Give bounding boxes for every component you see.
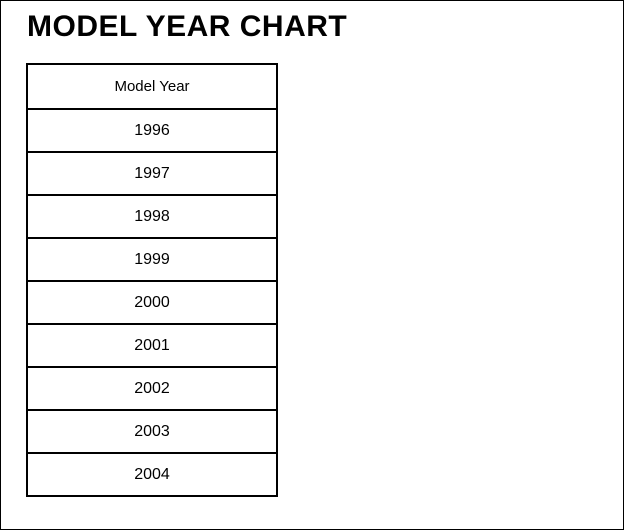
table-row <box>27 367 277 410</box>
table-row <box>27 410 277 453</box>
model-year-table <box>26 63 278 497</box>
page-title: MODEL YEAR CHART <box>27 10 348 43</box>
table-cell-model-year: 2004 <box>27 453 277 496</box>
table-cell-model-year: 2002 <box>27 367 277 410</box>
table-cell-model-year: 2001 <box>27 324 277 367</box>
table-cell-model-year: 2003 <box>27 410 277 453</box>
table-row <box>27 238 277 281</box>
table-row <box>27 281 277 324</box>
table-body <box>27 64 277 496</box>
table-row <box>27 195 277 238</box>
table-row <box>27 453 277 496</box>
table-row <box>27 324 277 367</box>
table-cell-model-year: 1999 <box>27 238 277 281</box>
table-cell-model-year: 2000 <box>27 281 277 324</box>
table-row <box>27 109 277 152</box>
table-cell-model-year: 1997 <box>27 152 277 195</box>
table-cell-model-year: 1998 <box>27 195 277 238</box>
table-cell-model-year: 1996 <box>27 109 277 152</box>
table-row <box>27 152 277 195</box>
column-header-model-year: Model Year <box>27 64 277 109</box>
table-header-row <box>27 64 277 109</box>
